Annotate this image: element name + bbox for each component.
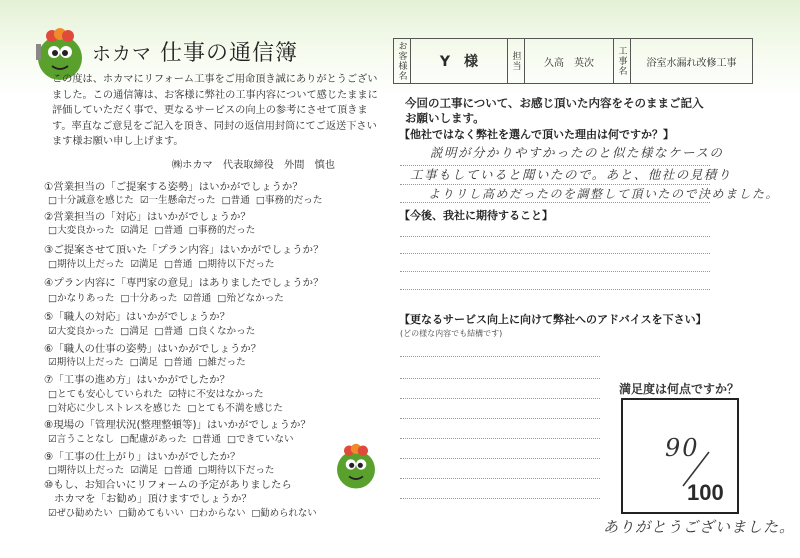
rule [400, 458, 600, 459]
option[interactable]: □満足 [120, 326, 149, 337]
option[interactable]: □十分あった [120, 293, 178, 304]
question-7-options [48, 388, 270, 401]
work-label: 工事名 [614, 39, 631, 83]
customer-name: Y 様 [411, 39, 508, 83]
section-advice-title: 【更なるサービス向上に向けて弊社へのアドバイスを下さい】 [399, 313, 707, 326]
question-8: ⑧現場の「管理状況(整理整頓等)」はいかがでしょうか？ [44, 419, 311, 431]
section-reason-title: 【他社ではなく弊社を選んで頂いた理由は何ですか？】 [399, 128, 674, 141]
rule [400, 498, 600, 499]
option[interactable]: ☑大変良かった [48, 326, 115, 337]
option[interactable]: □十分誠意を感じた [48, 195, 134, 206]
option[interactable]: ☑期待以上だった [48, 357, 124, 368]
option[interactable]: □期待以上だった [48, 465, 125, 476]
answer-line-3: よりリし高めだったのを調整して頂いたので決めました。 [428, 187, 780, 201]
question-3: ③ご提案させて頂いた「プラン内容」はいかがでしょうか？ [44, 244, 324, 256]
option[interactable]: □満足 [129, 357, 159, 368]
question-2: ②営業担当の「対応」はいかがでしょうか？ [44, 211, 251, 223]
section-expect-title: 【今後、我社に期待すること】 [399, 209, 553, 222]
rule [400, 356, 600, 357]
option[interactable]: □大変良かった [48, 225, 115, 236]
question-7-options-row2 [48, 402, 289, 415]
question-2-options [48, 224, 261, 237]
option[interactable]: □普通 [154, 326, 183, 337]
option[interactable]: □普通 [154, 225, 183, 236]
question-10-options [48, 507, 323, 520]
brand-name: ホカマ [92, 43, 153, 65]
right-intro: 今回の工事について、お感じ頂いた内容をそのままご記入お願いします。 [405, 96, 704, 125]
option[interactable]: ☑満足 [120, 225, 149, 236]
option[interactable]: □普通 [164, 465, 193, 476]
rule [400, 398, 600, 399]
question-9: ⑨「工事の仕上がり」はいかがでしたか？ [44, 451, 241, 463]
question-1: ①営業担当の「ご提案する姿勢」はいかがでしょうか？ [44, 181, 303, 193]
rule [400, 478, 600, 479]
question-5-options [48, 325, 261, 338]
option[interactable]: □期待以下だった [198, 259, 275, 270]
question-4-options [48, 292, 290, 305]
score-box [621, 398, 739, 514]
rule [400, 378, 600, 379]
option[interactable]: ☑普通 [183, 293, 212, 304]
question-1-options [48, 194, 329, 207]
option[interactable]: □勧められない [251, 508, 317, 519]
question-9-options [48, 464, 281, 477]
option[interactable]: ☑ぜひ勧めたい [48, 508, 113, 519]
answer-line-2: 工事もしていると聞いたので。あと、他社の見積り [410, 167, 732, 182]
staff-label: 担当 [508, 39, 525, 83]
option[interactable]: □殆どなかった [217, 293, 284, 304]
question-7: ⑦「工事の進め方」はいかがでしたか？ [44, 374, 230, 386]
page-title [92, 36, 298, 67]
info-table [393, 38, 753, 84]
option[interactable]: □配慮があった [120, 434, 187, 445]
option[interactable]: □とても安心していられた [48, 389, 163, 400]
option[interactable]: □普通 [164, 357, 193, 368]
option[interactable]: □できていない [226, 434, 294, 445]
option[interactable]: □普通 [221, 195, 250, 206]
option[interactable]: □とても不満を感じた [187, 403, 283, 414]
question-8-options [48, 433, 300, 446]
staff-name: 久高 英次 [525, 39, 614, 83]
thanks-note: ありがとうございました。 [603, 518, 796, 536]
question-3-options [48, 258, 281, 271]
option[interactable]: □かなりあった [48, 293, 115, 304]
option[interactable]: □普通 [164, 259, 193, 270]
rule [400, 271, 710, 272]
customer-label: お客様名 [394, 39, 411, 83]
rule [400, 236, 710, 237]
rule [400, 202, 710, 203]
question-5: ⑤「職人の対応」はいかがでしょうか？ [44, 311, 230, 323]
mascot-illustration-small [330, 442, 382, 492]
option[interactable]: □対応に少しストレスを感じた [48, 403, 182, 414]
option[interactable]: ☑言うことなし [48, 434, 115, 445]
option[interactable]: □事務的だった [188, 225, 256, 236]
section-advice-note: (どの様な内容でも結構です) [400, 329, 503, 338]
intro-text: この度は、ホカマにリフォーム工事をご用命頂き誠にありがとうございました。この通信簿は、お客様に弊社の工事内容について感じたままに評価していただく事で、更なるサービスの向上の参考にさせて頂きます。率直なご意見をご記入を頂き、同封の返信用封筒にてご返送下さいます様お願い申し上げます。 [52, 74, 378, 148]
question-10: ⑩もし、お知合いにリフォームの予定がありましたら [44, 479, 292, 491]
option[interactable]: □期待以上だった [48, 259, 125, 270]
answer-line-1: 説明が分かりやすかったのと似た様なケースの [430, 145, 724, 160]
score-value: 90 [665, 434, 700, 462]
rule [400, 418, 600, 419]
rule [400, 438, 600, 439]
work-name: 浴室水漏れ改修工事 [646, 57, 737, 69]
option[interactable]: □事務的だった [255, 195, 323, 206]
option[interactable]: □雑だった [198, 357, 246, 368]
option[interactable]: □普通 [192, 434, 221, 445]
option[interactable]: □良くなかった [188, 326, 256, 337]
score-max: 100 [687, 480, 724, 505]
signature: ㈱ホカマ 代表取締役 外間 慎也 [172, 160, 335, 171]
question-6: ⑥「職人の仕事の姿勢」はいかがでしょうか？ [44, 343, 262, 355]
option[interactable]: □勧めてもいい [118, 508, 184, 519]
option[interactable]: ☑特に不安はなかった [168, 389, 264, 400]
rule [400, 253, 710, 254]
question-10-line2: ホカマを「お勧め」頂けますでしょうか？ [54, 493, 252, 505]
question-4: ④プラン内容に「専門家の意見」はありましたでしょうか？ [44, 277, 324, 289]
title-text: 仕事の通信簿 [160, 41, 299, 66]
option[interactable]: □わからない [189, 508, 246, 519]
rule [400, 289, 710, 290]
option[interactable]: ☑一生懸命だった [139, 195, 216, 206]
option[interactable]: □期待以下だった [198, 465, 275, 476]
option[interactable]: ☑満足 [130, 465, 159, 476]
option[interactable]: ☑満足 [130, 259, 159, 270]
question-6-options [48, 356, 252, 369]
score-label: 満足度は何点ですか？ [619, 382, 740, 396]
